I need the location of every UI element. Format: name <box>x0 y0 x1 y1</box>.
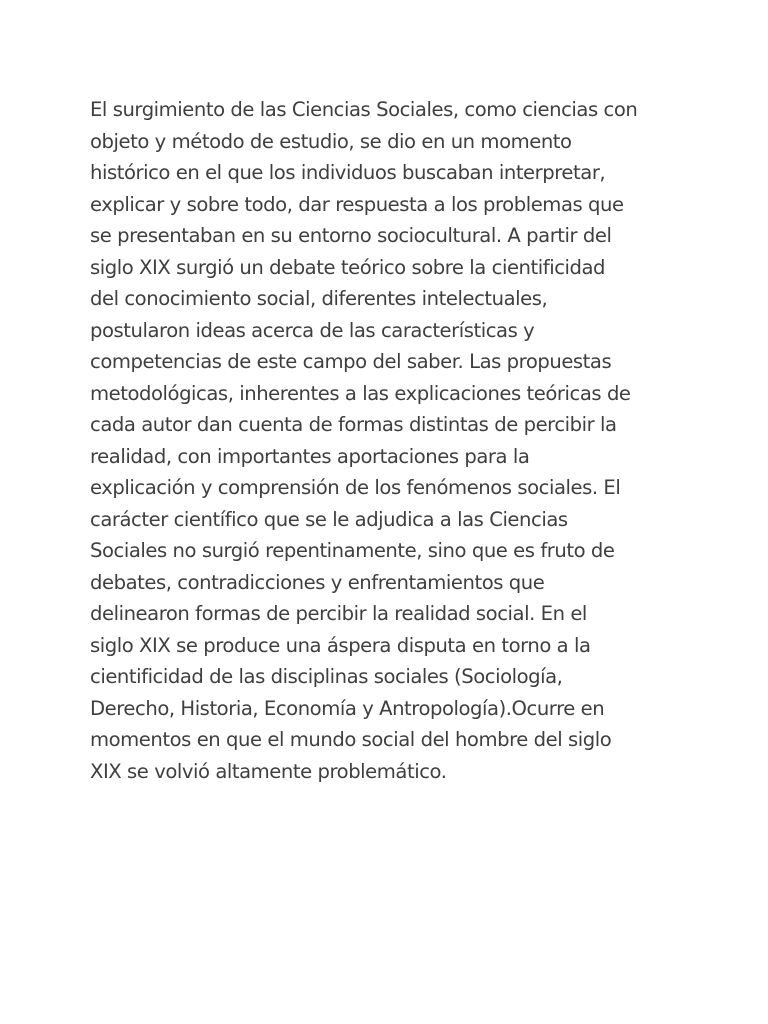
paragraph-line: se presentaban en su entorno sociocultural. A partir del <box>90 224 612 247</box>
paragraph-line: competencias de este campo del saber. Las propuestas <box>90 350 612 373</box>
paragraph-line: explicar y sobre todo, dar respuesta a los problemas que <box>90 192 624 216</box>
paragraph-line: carácter científico que se le adjudica a las Ciencias <box>90 507 568 531</box>
paragraph-line: del conocimiento social, diferentes intelectuales, <box>90 287 548 310</box>
paragraph-line: histórico en el que los individuos buscaban interpretar, <box>90 161 606 184</box>
paragraph-line: explicación y comprensión de los fenómenos sociales. El <box>90 476 621 499</box>
paragraph-line: siglo XIX surgió un debate teórico sobre la cientificidad <box>90 255 606 279</box>
paragraph-line: debates, contradicciones y enfrentamientos que <box>90 570 545 594</box>
paragraph-line: El surgimiento de las Ciencias Sociales, como ciencias con <box>90 98 638 121</box>
paragraph-line: siglo XIX se produce una áspera disputa en torno a la <box>90 633 591 657</box>
paragraph-line: delinearon formas de percibir la realidad social. En el <box>90 602 587 625</box>
paragraph-line: metodológicas, inherentes a las explicaciones teóricas de <box>90 381 631 405</box>
paragraph-line: cientificidad de las disciplinas sociales (Sociología, <box>90 665 563 688</box>
paragraph-line: objeto y método de estudio, se dio en un momento <box>90 129 572 153</box>
paragraph-line: cada autor dan cuenta de formas distintas de percibir la <box>90 413 617 436</box>
paragraph-line: Sociales no surgió repentinamente, sino que es fruto de <box>90 539 615 562</box>
body-paragraph <box>90 94 690 787</box>
paragraph-line: momentos en que el mundo social del hombre del siglo <box>90 728 612 751</box>
paragraph-line: XIX se volvió altamente problemático. <box>90 759 447 783</box>
paragraph-line: postularon ideas acerca de las características y <box>90 318 535 342</box>
paragraph-line: realidad, con importantes aportaciones para la <box>90 444 530 468</box>
paragraph-line: Derecho, Historia, Economía y Antropología).Ocurre en <box>90 696 605 720</box>
